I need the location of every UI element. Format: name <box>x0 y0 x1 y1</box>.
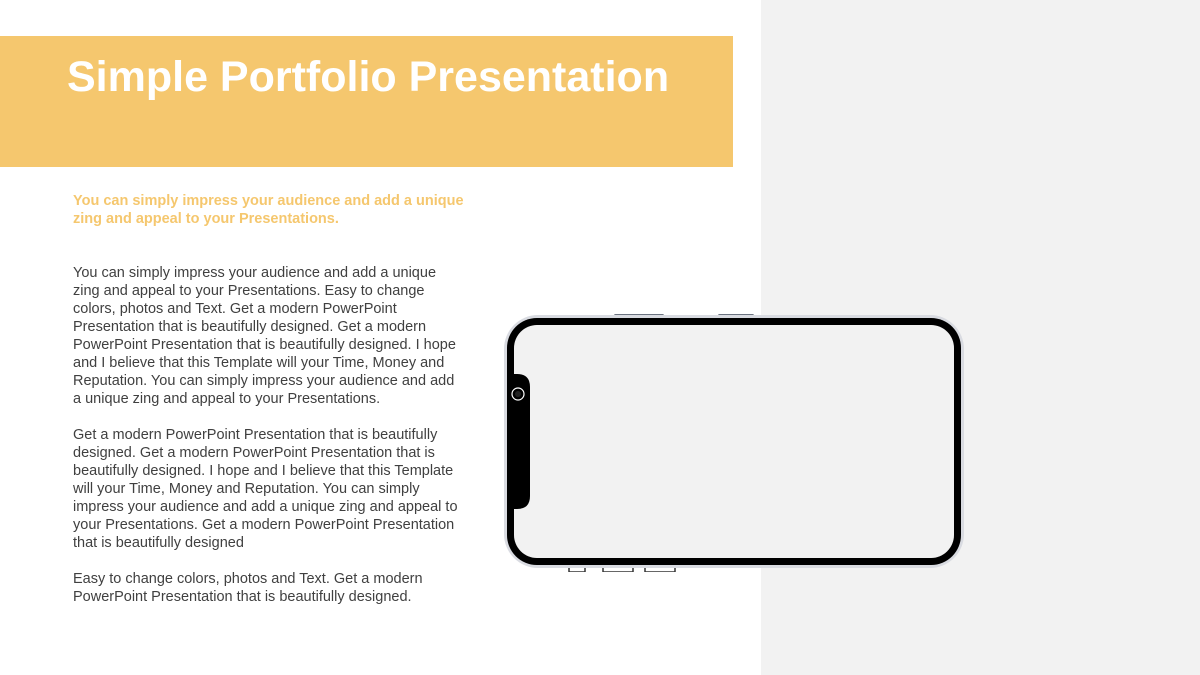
body-paragraph-3: Easy to change colors, photos and Text. Get a modern PowerPoint Presentation that is beautifully designed. <box>73 571 423 605</box>
body-text <box>73 264 465 624</box>
slide-title: Simple Portfolio Presentation <box>67 53 670 101</box>
phone-screen <box>514 325 954 558</box>
smartphone-landscape-icon <box>503 312 965 572</box>
body-paragraph-1: You can simply impress your audience and add a unique zing and appeal to your Presentations. Easy to change colors, photos and Text. Get a modern PowerPoint Presentation that is beautifully designed. Get a modern PowerPoint Presentation that is beautifully designed. I hope and I believe that this Template will your Time, Money and Reputation. You can simply impress your audience and add a unique zing and appeal to your Presentations. <box>73 265 456 407</box>
body-paragraph-2: Get a modern PowerPoint Presentation that is beautifully designed. Get a modern PowerPoint Presentation that is beautifully designed. I hope and I believe that this Template will your Time, Money and Reputation. You can simply impress your audience and add a unique zing and appeal to your Presentations. Get a modern PowerPoint Presentation that is beautifully designed <box>73 427 458 551</box>
slide-subtitle: You can simply impress your audience and add a unique zing and appeal to your Presentations. <box>73 193 464 227</box>
